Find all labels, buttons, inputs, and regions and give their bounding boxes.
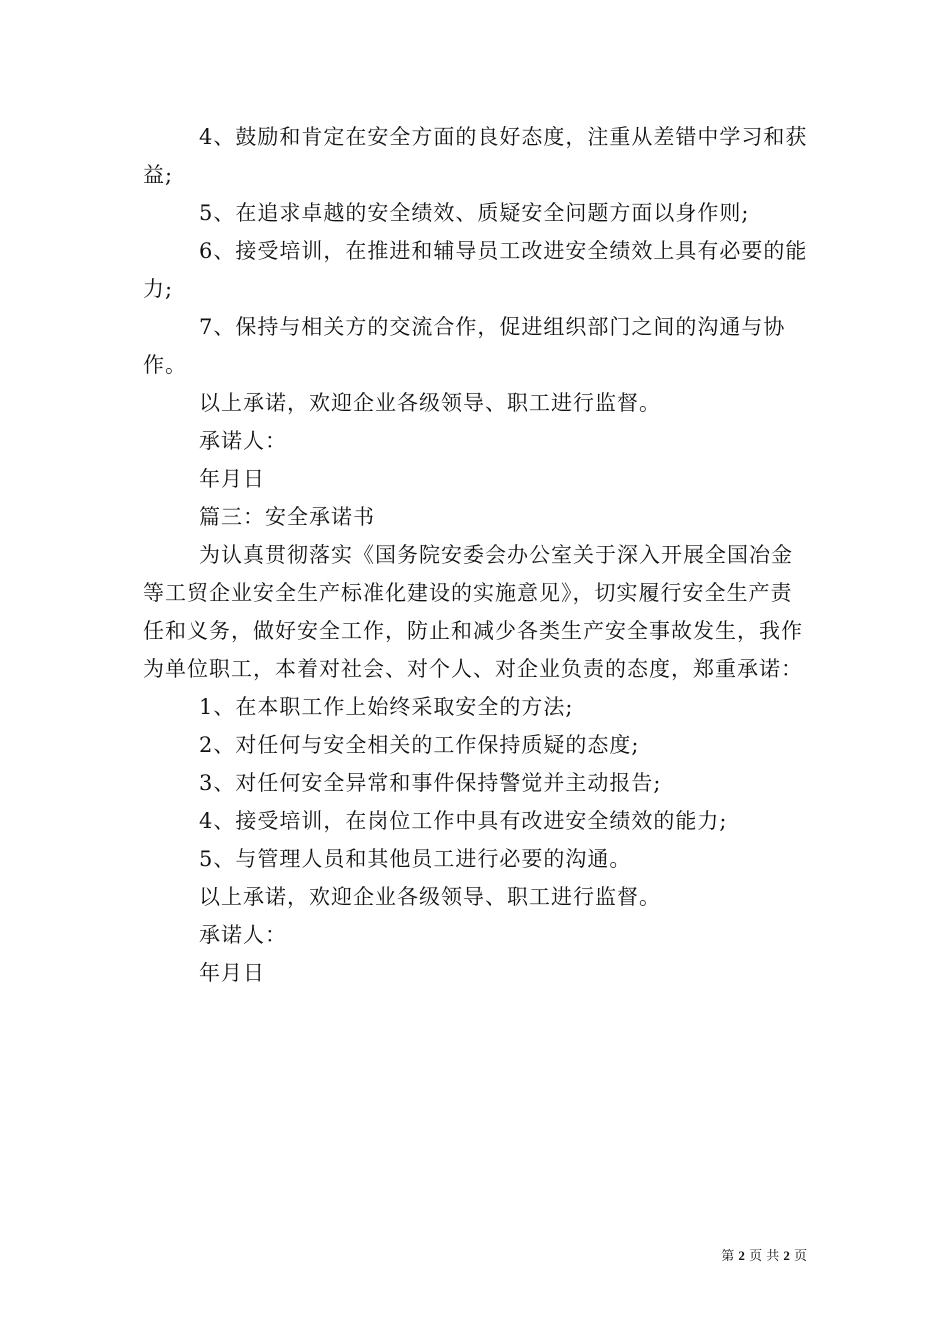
intro-paragraph: 为认真贯彻落实《国务院安委会办公室关于深入开展全国冶金等工贸企业安全生产标准化建设的实施意见》，切实履行安全生产责任和义务，做好安全工作，防止和减少各类生产安全事故发生，我作为单位职工，本着对社会、对个人、对企业负责的态度，郑重承诺： bbox=[143, 543, 803, 681]
paragraph-item-5: 5、在追求卓越的安全绩效、质疑安全问题方面以身作则; bbox=[199, 201, 750, 225]
footer-prefix: 第 bbox=[721, 1249, 735, 1264]
page-number-footer bbox=[721, 1247, 807, 1266]
date-label: 年月日 bbox=[199, 467, 265, 491]
signatory-label-2: 承诺人： bbox=[199, 923, 287, 947]
date-label-2: 年月日 bbox=[199, 961, 265, 985]
commitment-item-5: 5、与管理人员和其他员工进行必要的沟通。 bbox=[199, 847, 632, 871]
supervision-statement-2: 以上承诺，欢迎企业各级领导、职工进行监督。 bbox=[199, 885, 661, 909]
supervision-statement: 以上承诺，欢迎企业各级领导、职工进行监督。 bbox=[199, 391, 661, 415]
current-page-number: 2 bbox=[738, 1248, 745, 1263]
footer-suffix: 页 bbox=[793, 1249, 807, 1264]
commitment-item-3: 3、对任何安全异常和事件保持警觉并主动报告; bbox=[199, 771, 662, 795]
paragraph-item-6: 6、接受培训，在推进和辅导员工改进安全绩效上具有必要的能力; bbox=[143, 239, 808, 301]
section-heading: 篇三：安全承诺书 bbox=[199, 505, 375, 529]
total-pages-number: 2 bbox=[783, 1248, 790, 1263]
paragraph-item-7: 7、保持与相关方的交流合作，促进组织部门之间的沟通与协作。 bbox=[143, 315, 786, 377]
signatory-label: 承诺人： bbox=[199, 429, 287, 453]
commitment-item-2: 2、对任何与安全相关的工作保持质疑的态度; bbox=[199, 733, 640, 757]
paragraph-item-4: 4、鼓励和肯定在安全方面的良好态度，注重从差错中学习和获益; bbox=[143, 125, 808, 187]
document-body bbox=[143, 118, 808, 992]
commitment-item-1: 1、在本职工作上始终采取安全的方法; bbox=[199, 695, 574, 719]
commitment-item-4: 4、接受培训，在岗位工作中具有改进安全绩效的能力; bbox=[199, 809, 728, 833]
footer-middle: 页 共 bbox=[749, 1249, 780, 1264]
